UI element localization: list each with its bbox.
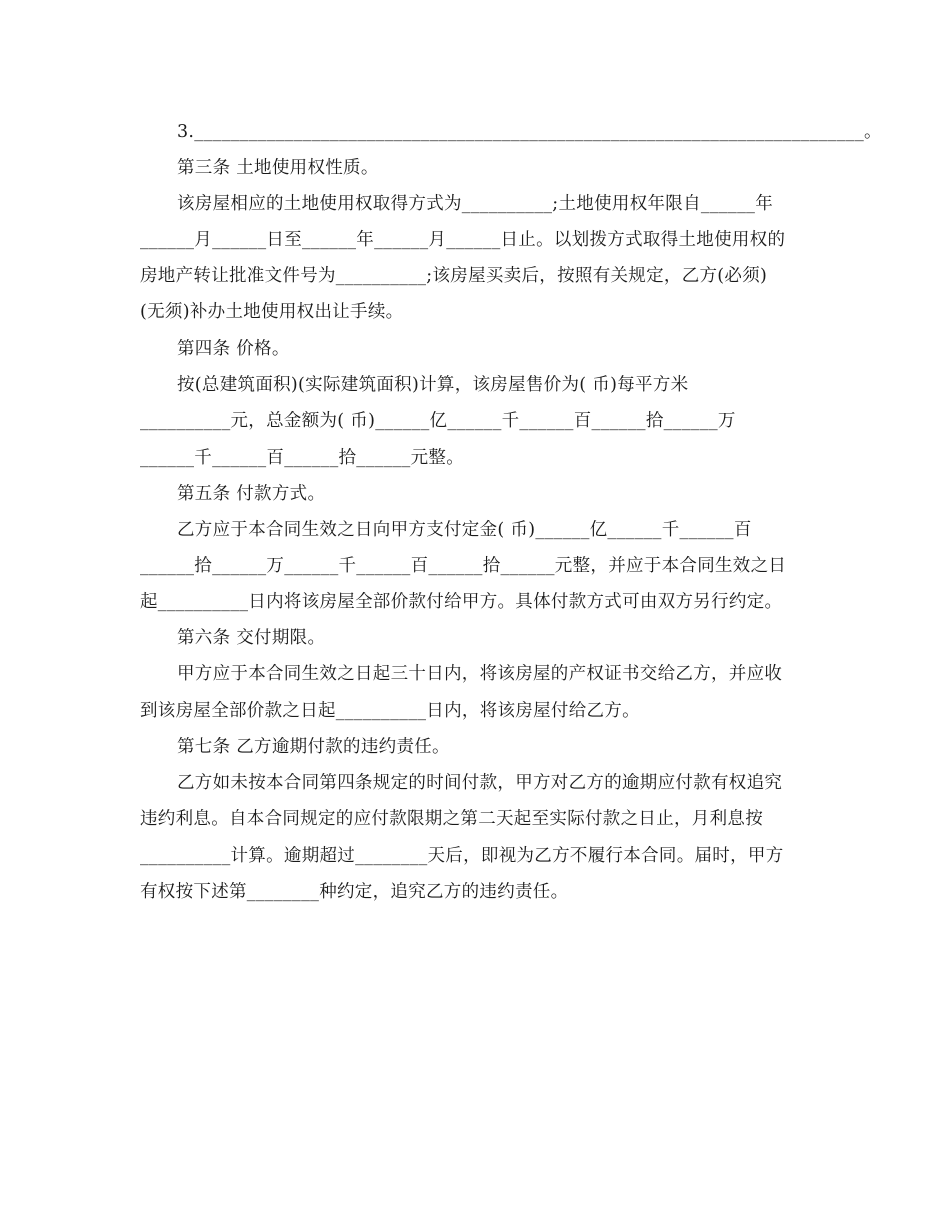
article-7-line-3: __________计算。逾期超过________天后，即视为乙方不履行本合同。届时，甲方 (140, 846, 784, 866)
article-5-line-2: ______拾______万______千______百______拾______元整，并应于本合同生效之日 (140, 556, 787, 576)
article-5-heading: 第五条 付款方式。 (177, 484, 326, 504)
article-4-heading: 第四条 价格。 (177, 339, 290, 359)
article-3-line-1: 该房屋相应的土地使用权取得方式为__________;土地使用权年限自______年 (177, 194, 773, 214)
article-4-line-3: ______千______百______拾______元整。 (140, 448, 464, 468)
article-5-line-3: 起__________日内将该房屋全部价款付给甲方。具体付款方式可由双方另行约定。 (140, 592, 783, 612)
article-3-line-4: (无须)补办土地使用权出让手续。 (140, 302, 404, 322)
article-6-line-1: 甲方应于本合同生效之日起三十日内，将该房屋的产权证书交给乙方，并应收 (177, 664, 783, 684)
article-6-line-2: 到该房屋全部价款之日起__________日内，将该房屋付给乙方。 (140, 701, 640, 721)
article-3-heading: 第三条 土地使用权性质。 (177, 158, 379, 178)
article-7-heading: 第七条 乙方逾期付款的违约责任。 (177, 737, 450, 757)
article-7-line-2: 违约利息。自本合同规定的应付款限期之第二天起至实际付款之日止，月利息按 (140, 809, 763, 829)
article-7-line-1: 乙方如未按本合同第四条规定的时间付款，甲方对乙方的逾期应付款有权追究 (177, 773, 783, 793)
article-4-line-2: __________元，总金额为( 币)______亿______千______百______拾______万 (140, 411, 736, 431)
article-7-line-4: 有权按下述第________种约定，追究乙方的违约责任。 (140, 882, 569, 902)
clause-item-3: 3.__________________________________________________________________________。 (177, 122, 882, 142)
article-4-line-1: 按(总建筑面积)(实际建筑面积)计算，该房屋售价为( 币)每平方米 (177, 375, 689, 395)
article-3-line-3: 房地产转让批准文件号为__________;该房屋买卖后，按照有关规定，乙方(必须) (140, 266, 768, 286)
article-3-line-2: ______月______日至______年______月______日止。以划拨方式取得土地使用权的 (140, 230, 786, 250)
article-5-line-1: 乙方应于本合同生效之日向甲方支付定金( 币)______亿______千______百 (177, 520, 752, 540)
article-6-heading: 第六条 交付期限。 (177, 628, 326, 648)
